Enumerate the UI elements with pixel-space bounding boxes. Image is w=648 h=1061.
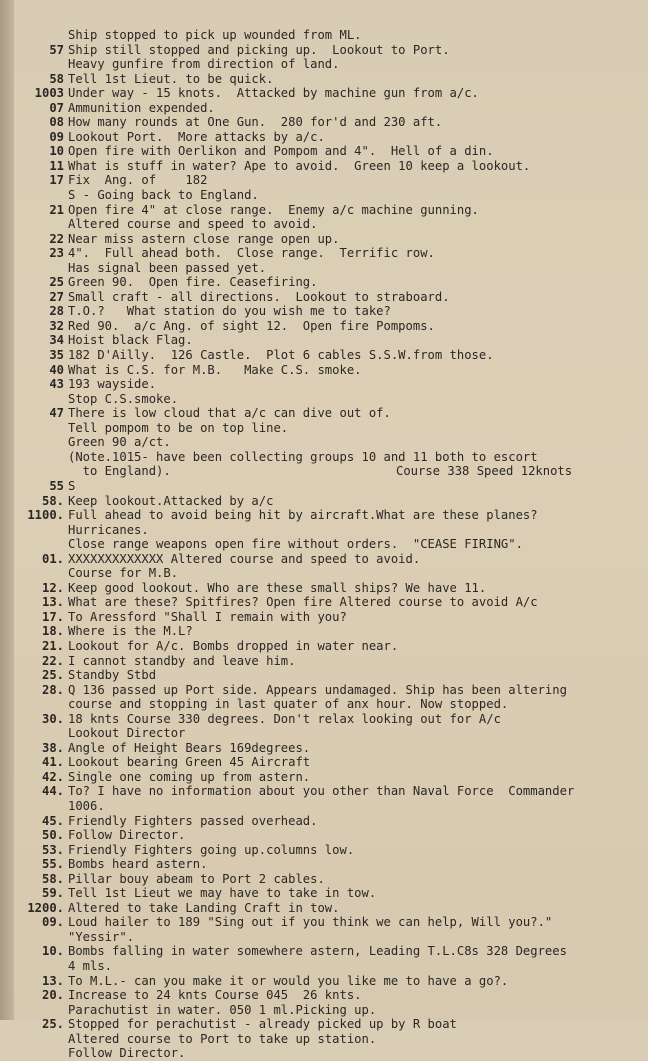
log-text: Lookout Port. More attacks by a/c. <box>68 129 325 144</box>
log-entry <box>0 144 648 159</box>
log-entry <box>0 173 648 188</box>
log-text: Ship still stopped and picking up. Lookout to Port. <box>68 42 450 57</box>
log-entry <box>0 304 648 319</box>
log-entry <box>0 741 648 756</box>
log-entry <box>0 290 648 305</box>
log-entry <box>0 363 648 378</box>
log-text: Heavy gunfire from direction of land. <box>68 57 340 72</box>
log-text: Follow Director. <box>68 828 186 843</box>
log-entry <box>0 799 648 814</box>
log-time: 47 <box>49 406 64 421</box>
log-time <box>0 523 68 538</box>
log-entry <box>0 1017 648 1032</box>
log-time <box>0 261 68 276</box>
log-text: Course for M.B. <box>68 566 179 581</box>
log-time: 45. <box>41 813 64 828</box>
log-time <box>0 1032 68 1047</box>
log-entry <box>0 203 648 218</box>
log-text: Small craft - all directions. Lookout to straboard. <box>68 289 450 304</box>
log-time: 50. <box>41 828 64 843</box>
log-text: Lookout for A/c. Bombs dropped in water near. <box>68 638 399 653</box>
log-text: There is low cloud that a/c can dive out of. <box>68 406 391 421</box>
log-time: 21 <box>49 202 64 217</box>
log-time <box>0 57 68 72</box>
log-time: 42. <box>41 769 64 784</box>
log-text: Lookout Director <box>68 726 186 741</box>
log-text: Tell 1st Lieut we may have to take in tow. <box>68 886 377 901</box>
log-text: What is stuff in water? Ape to avoid. Green 10 keep a lookout. <box>68 158 531 173</box>
log-text: to England). <box>68 464 171 479</box>
log-time <box>0 188 68 203</box>
log-text: Tell 1st Lieut. to be quick. <box>68 71 274 86</box>
log-text: Hurricanes. <box>68 522 149 537</box>
log-entry <box>0 915 648 930</box>
log-entry <box>0 755 648 770</box>
log-text: I cannot standby and leave him. <box>68 653 296 668</box>
log-entry <box>0 814 648 829</box>
log-text: Stop C.S.smoke. <box>68 391 179 406</box>
log-entries <box>0 28 648 1061</box>
log-time: 07 <box>49 100 64 115</box>
log-text: Increase to 24 knts Course 045 26 knts. <box>68 988 362 1003</box>
log-text: To? I have no information about you other than Naval Force Commander <box>68 784 575 799</box>
log-text: Fix Ang. of 182 <box>68 173 208 188</box>
log-text: Friendly Fighters passed overhead. <box>68 813 318 828</box>
log-time <box>0 464 68 479</box>
log-time: 17 <box>49 173 64 188</box>
log-entry <box>0 508 648 523</box>
log-text: Single one coming up from astern. <box>68 769 311 784</box>
log-entry <box>0 377 648 392</box>
log-time: 10 <box>49 144 64 159</box>
log-time <box>0 537 68 552</box>
log-entry <box>0 552 648 567</box>
log-time: 21. <box>41 638 64 653</box>
log-text: T.O.? What station do you wish me to take? <box>68 304 391 319</box>
log-time <box>0 392 68 407</box>
log-text: S - Going back to England. <box>68 188 259 203</box>
log-text: Standby Stbd <box>68 668 157 683</box>
log-entry <box>0 43 648 58</box>
log-entry <box>0 435 648 450</box>
log-entry <box>0 115 648 130</box>
log-time: 1100. <box>27 508 64 523</box>
log-time: 1003 <box>34 86 64 101</box>
log-entry <box>0 872 648 887</box>
log-time <box>0 421 68 436</box>
log-time <box>0 726 68 741</box>
log-entry <box>0 319 648 334</box>
log-entry <box>0 770 648 785</box>
log-entry <box>0 479 648 494</box>
log-text: Parachutist in water. 050 1 ml.Picking up. <box>68 1002 377 1017</box>
log-text: Friendly Fighters going up.columns low. <box>68 842 355 857</box>
log-time: 09. <box>41 915 64 930</box>
log-text: Ammunition expended. <box>68 100 215 115</box>
log-entry <box>0 392 648 407</box>
log-entry <box>0 348 648 363</box>
log-time: 55 <box>49 478 64 493</box>
log-time: 11 <box>49 158 64 173</box>
log-entry <box>0 595 648 610</box>
log-text: Keep good lookout. Who are these small ships? We have 11. <box>68 580 487 595</box>
log-text: 18 knts Course 330 degrees. Don't relax looking out for A/c <box>68 711 501 726</box>
log-time: 30. <box>41 711 64 726</box>
log-entry <box>0 697 648 712</box>
log-time <box>0 1046 68 1061</box>
log-entry <box>0 72 648 87</box>
log-time: 57 <box>49 42 64 57</box>
log-time: 09 <box>49 129 64 144</box>
log-time: 13. <box>41 973 64 988</box>
log-time: 17. <box>41 609 64 624</box>
log-entry <box>0 886 648 901</box>
log-entry <box>0 333 648 348</box>
log-time: 34 <box>49 333 64 348</box>
log-time: 20. <box>41 988 64 1003</box>
log-text: Open fire with Oerlikon and Pompom and 4". Hell of a din. <box>68 144 494 159</box>
log-text: S <box>68 478 76 493</box>
course-speed-note: Course 338 Speed 12knots <box>396 464 573 478</box>
log-time: 25 <box>49 275 64 290</box>
log-time: 53. <box>41 842 64 857</box>
log-text: "Yessir". <box>68 929 135 944</box>
log-time: 35 <box>49 348 64 363</box>
log-entry <box>0 930 648 945</box>
log-entry <box>0 566 648 581</box>
log-time: 41. <box>41 755 64 770</box>
log-time: 59. <box>41 886 64 901</box>
log-time: 55. <box>41 857 64 872</box>
log-entry <box>0 494 648 509</box>
log-time <box>0 28 68 43</box>
log-time <box>0 435 68 450</box>
log-entry <box>0 944 648 959</box>
log-time: 18. <box>41 624 64 639</box>
log-time: 32 <box>49 318 64 333</box>
log-entry <box>0 712 648 727</box>
log-time: 22 <box>49 231 64 246</box>
log-time: 08 <box>49 115 64 130</box>
log-entry <box>0 86 648 101</box>
log-time: 58. <box>41 493 64 508</box>
log-time: 25. <box>41 668 64 683</box>
log-text: Altered course to Port to take up station. <box>68 1031 377 1046</box>
log-text: (Note.1015- have been collecting groups 10 and 11 both to escort <box>68 449 538 464</box>
log-entry <box>0 683 648 698</box>
log-time <box>0 450 68 465</box>
log-time: 58. <box>41 871 64 886</box>
log-time <box>0 1003 68 1018</box>
log-text: Green 90 a/ct. <box>68 435 171 450</box>
log-entry <box>0 959 648 974</box>
log-text: Hoist black Flag. <box>68 333 193 348</box>
log-entry <box>0 726 648 741</box>
log-entry <box>0 639 648 654</box>
log-time: 28. <box>41 682 64 697</box>
log-text: To Aressford "Shall I remain with you? <box>68 609 347 624</box>
log-text: Q 136 passed up Port side. Appears undamaged. Ship has been altering <box>68 682 567 697</box>
log-entry <box>0 654 648 669</box>
log-entry <box>0 784 648 799</box>
log-entry <box>0 843 648 858</box>
log-entry <box>0 246 648 261</box>
log-text: course and stopping in last quater of anx hour. Now stopped. <box>68 697 509 712</box>
log-time <box>0 799 68 814</box>
log-entry <box>0 974 648 989</box>
log-entry <box>0 28 648 43</box>
log-entry <box>0 537 648 552</box>
log-entry <box>0 232 648 247</box>
log-time <box>0 959 68 974</box>
log-text: Bombs heard astern. <box>68 857 208 872</box>
log-time: 01. <box>41 551 64 566</box>
log-time: 40 <box>49 362 64 377</box>
log-text: 4". Full ahead both. Close range. Terrific row. <box>68 246 435 261</box>
log-text: Tell pompom to be on top line. <box>68 420 289 435</box>
log-entry <box>0 610 648 625</box>
log-text: What is C.S. for M.B. Make C.S. smoke. <box>68 362 362 377</box>
log-text: Has signal been passed yet. <box>68 260 267 275</box>
log-time: 38. <box>41 740 64 755</box>
log-entry <box>0 261 648 276</box>
log-entry <box>0 624 648 639</box>
log-text: Lookout bearing Green 45 Aircraft <box>68 755 311 770</box>
log-time: 22. <box>41 653 64 668</box>
log-text: Stopped for perachutist - already picked up by R boat <box>68 1017 457 1032</box>
log-time: 23 <box>49 246 64 261</box>
log-entry <box>0 421 648 436</box>
log-text: How many rounds at One Gun. 280 for'd and 230 aft. <box>68 115 443 130</box>
log-entry <box>0 101 648 116</box>
log-time: 10. <box>41 944 64 959</box>
log-entry <box>0 217 648 232</box>
log-text: Altered to take Landing Craft in tow. <box>68 900 340 915</box>
log-text: Loud hailer to 189 "Sing out if you think we can help, Will you?." <box>68 915 553 930</box>
log-text: Near miss astern close range open up. <box>68 231 340 246</box>
log-entry <box>0 581 648 596</box>
log-entry <box>0 668 648 683</box>
log-text: Close range weapons open fire without orders. "CEASE FIRING". <box>68 537 523 552</box>
log-text: 1006. <box>68 798 105 813</box>
log-entry <box>0 450 648 465</box>
log-entry <box>0 901 648 916</box>
log-entry <box>0 130 648 145</box>
log-text: 193 wayside. <box>68 377 157 392</box>
log-text: Open fire 4" at close range. Enemy a/c machine gunning. <box>68 202 479 217</box>
log-text: To M.L.- can you make it or would you like me to have a go?. <box>68 973 509 988</box>
log-time: 12. <box>41 580 64 595</box>
log-entry <box>0 1003 648 1018</box>
log-entry <box>0 275 648 290</box>
log-entry <box>0 1032 648 1047</box>
log-time <box>0 217 68 232</box>
log-text: Follow Director. <box>68 1046 186 1061</box>
log-text: Where is the M.L? <box>68 624 193 639</box>
log-entry <box>0 159 648 174</box>
log-text: Full ahead to avoid being hit by aircraft.What are these planes? <box>68 508 538 523</box>
log-text: Green 90. Open fire. Ceasefiring. <box>68 275 318 290</box>
log-entry <box>0 828 648 843</box>
log-time <box>0 566 68 581</box>
log-entry <box>0 406 648 421</box>
log-time <box>0 697 68 712</box>
log-text: Angle of Height Bears 169degrees. <box>68 740 311 755</box>
log-text: Ship stopped to pick up wounded from ML. <box>68 28 362 42</box>
log-text: Bombs falling in water somewhere astern, Leading T.L.C8s 328 Degrees <box>68 944 567 959</box>
log-text: XXXXXXXXXXXXX Altered course and speed to avoid. <box>68 551 421 566</box>
log-time: 13. <box>41 595 64 610</box>
log-time: 1200. <box>27 900 64 915</box>
log-text: Pillar bouy abeam to Port 2 cables. <box>68 871 325 886</box>
log-time: 27 <box>49 289 64 304</box>
log-text: Keep lookout.Attacked by a/c <box>68 493 274 508</box>
log-entry <box>0 857 648 872</box>
log-time: 43 <box>49 377 64 392</box>
log-entry <box>0 1046 648 1061</box>
log-entry <box>0 57 648 72</box>
log-text: Altered course and speed to avoid. <box>68 217 318 232</box>
log-text: Red 90. a/c Ang. of sight 12. Open fire Pompoms. <box>68 318 435 333</box>
log-entry <box>0 523 648 538</box>
log-time: 28 <box>49 304 64 319</box>
log-text: 182 D'Ailly. 126 Castle. Plot 6 cables S.S.W.from those. <box>68 348 494 363</box>
log-time: 44. <box>41 784 64 799</box>
log-text: Under way - 15 knots. Attacked by machine gun from a/c. <box>68 86 479 101</box>
log-entry <box>0 188 648 203</box>
log-time <box>0 930 68 945</box>
log-time: 25. <box>41 1017 64 1032</box>
log-time: 58 <box>49 71 64 86</box>
log-entry <box>0 988 648 1003</box>
log-text: 4 mls. <box>68 959 113 973</box>
log-text: What are these? Spitfires? Open fire Altered course to avoid A/c <box>68 595 538 610</box>
